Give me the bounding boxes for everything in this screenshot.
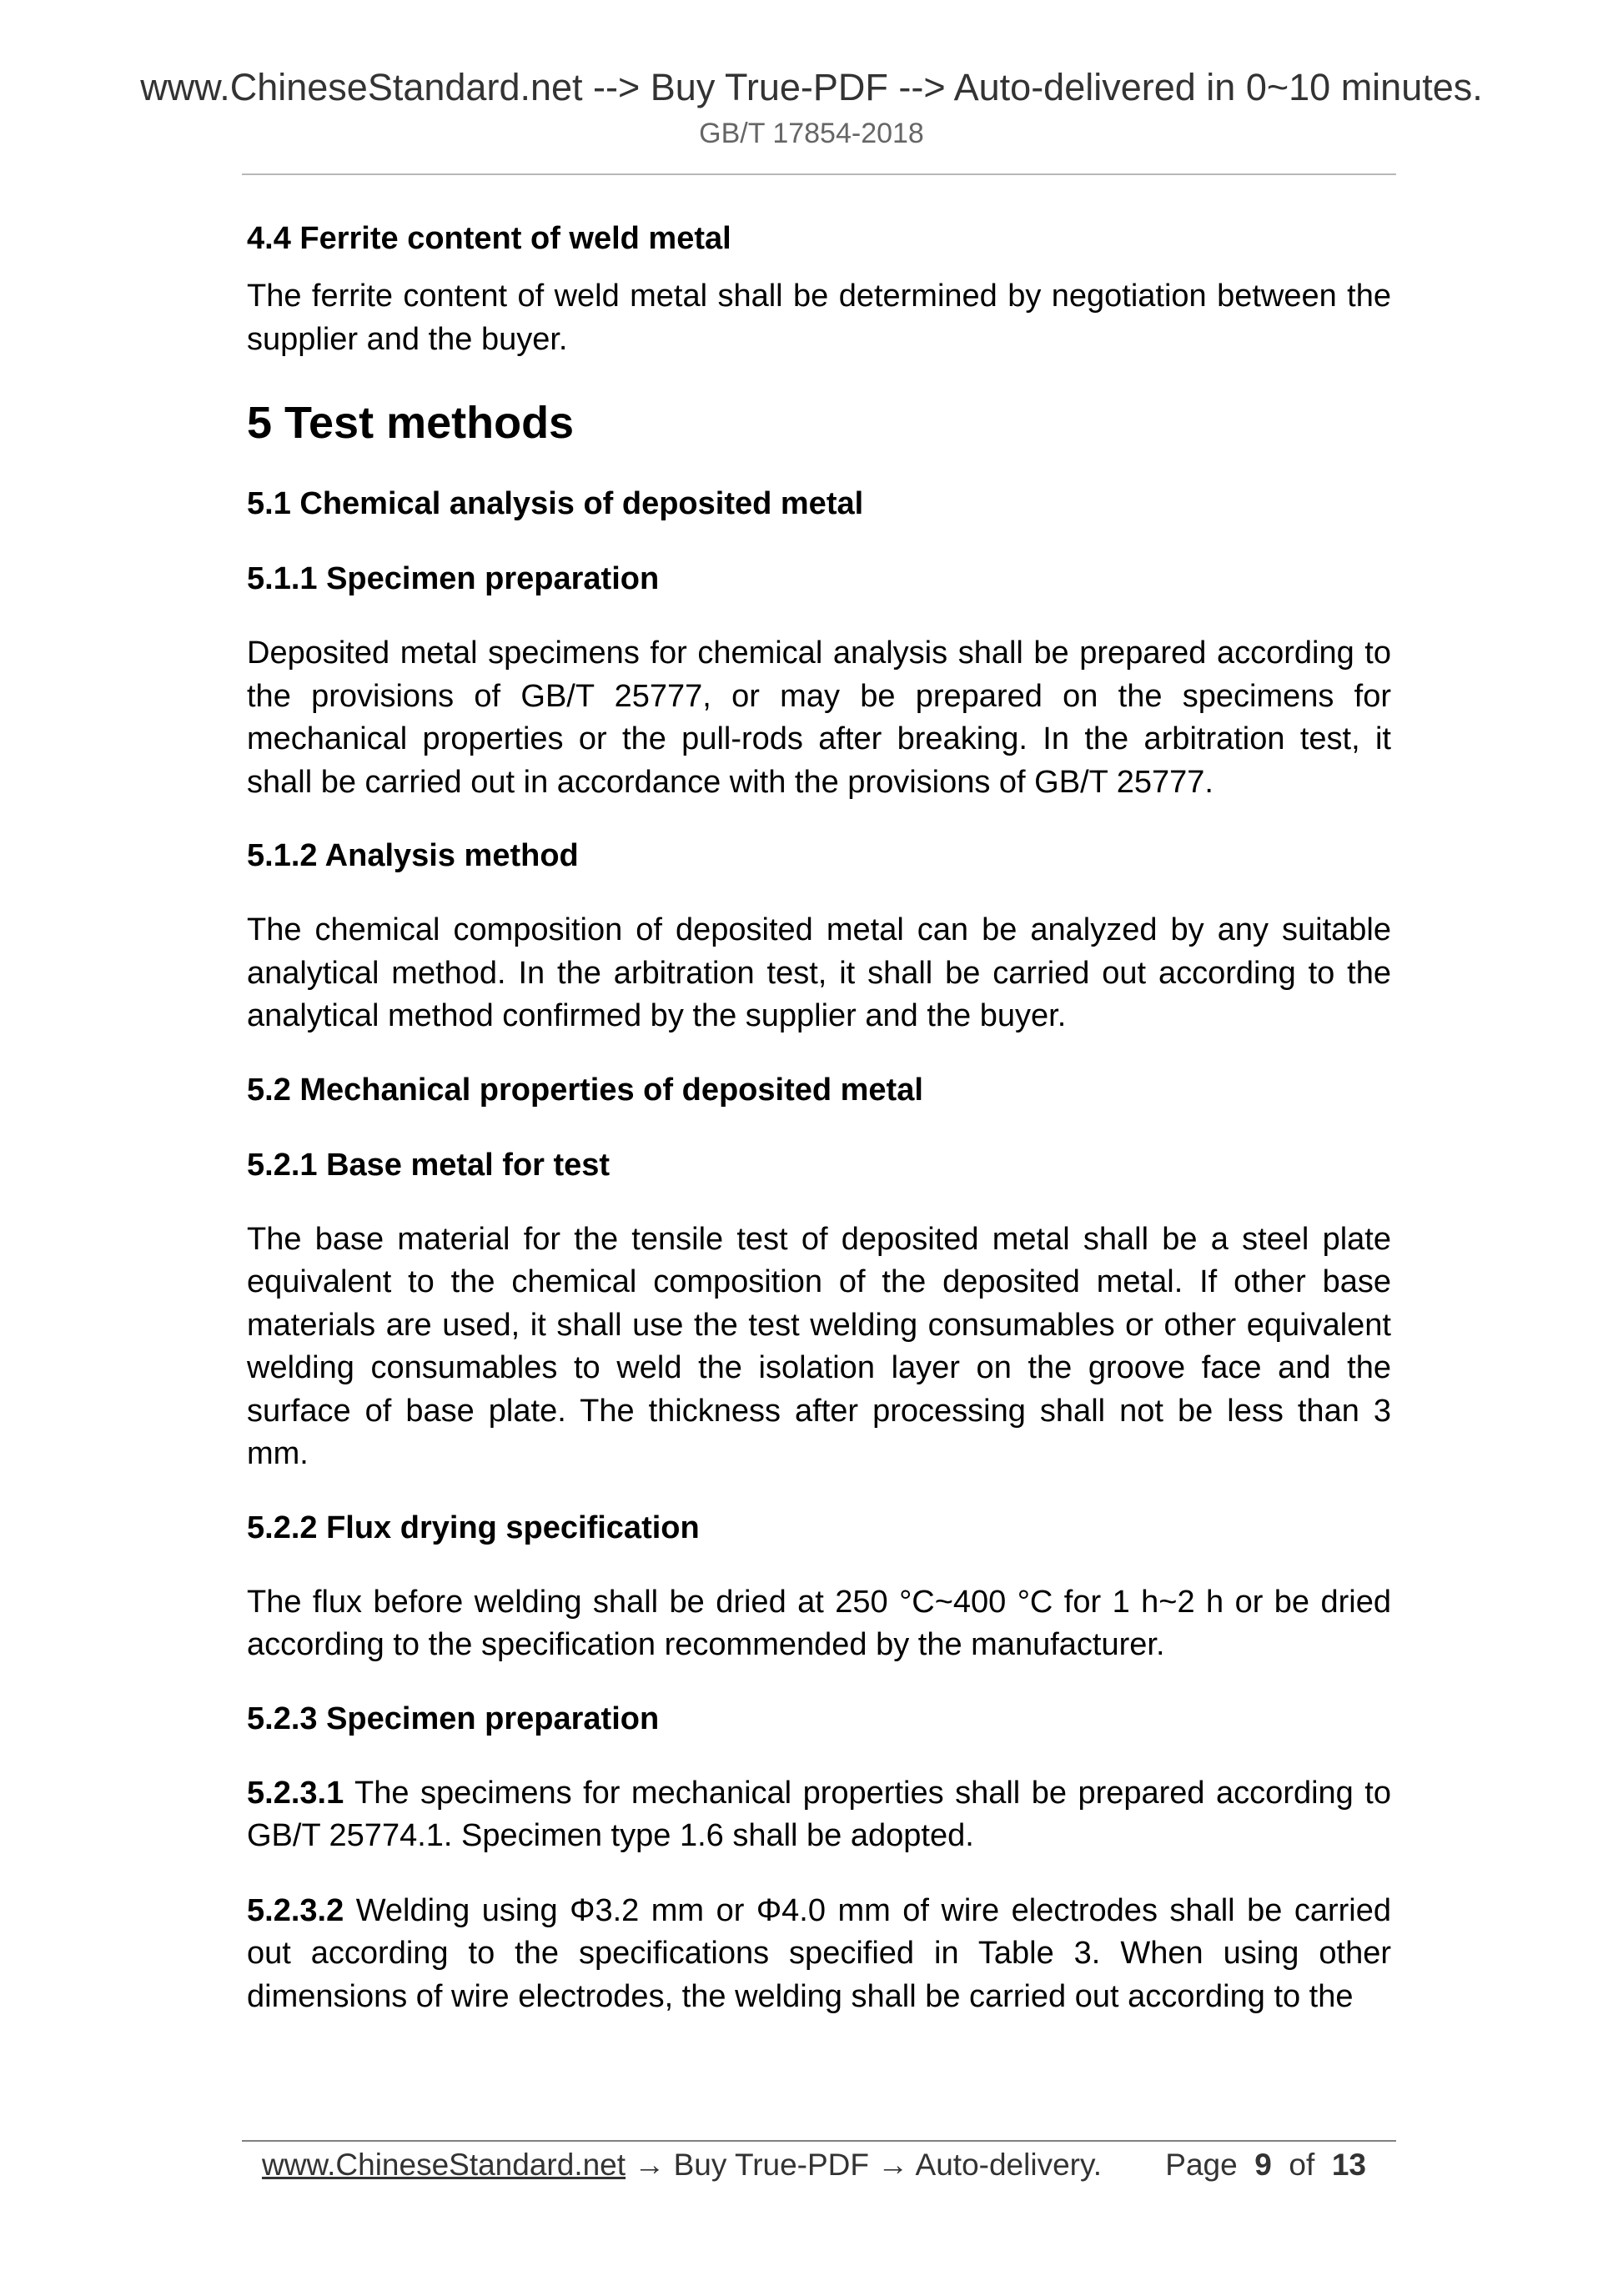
clause-text: Welding using Φ3.2 mm or Φ4.0 mm of wire electrodes shall be carried out according to the specifications specified in Table 3. When using other dimensions of wire electrodes, the welding shall be carried out according to the [247,1892,1391,2014]
footer-site-link[interactable]: www.ChineseStandard.net [262,2148,626,2182]
section-heading-5-1-2: 5.1.2 Analysis method [247,838,579,873]
top-banner: www.ChineseStandard.net --> Buy True-PDF --> Auto-delivered in 0~10 minutes. [140,66,1483,108]
page-footer [262,2142,1388,2188]
footer-left [262,2142,1102,2188]
clause-5-2-3-2 [247,1890,1391,2019]
clause-text: The specimens for mechanical properties shall be prepared according to GB/T 25774.1. Specimen type 1.6 shall be adopted. [247,1775,1391,1853]
clause-5-2-3-1 [247,1772,1391,1858]
clause-number: 5.2.3.1 [247,1775,344,1811]
arrow-right-icon: → [877,2148,909,2182]
section-heading-5-1-1: 5.1.1 Specimen preparation [247,561,660,596]
page-of-label: of [1289,2148,1315,2182]
page-indicator [1165,2142,1366,2188]
header-divider [242,173,1396,175]
section-heading-5-2-3: 5.2.3 Specimen preparation [247,1701,660,1736]
chapter-heading-5: 5 Test methods [247,398,575,448]
section-heading-5-1: 5.1 Chemical analysis of deposited metal [247,486,864,521]
section-body-5-2-1: The base material for the tensile test of deposited metal shall be a steel plate equivalent to the chemical composition of the deposited metal. If other base materials are used, it shall use the test welding consumables or other equivalent welding consumables to weld the isolation layer on the groove face and the surface of base plate. The thickness after processing shall not be less than 3 mm. [247,1221,1391,1471]
section-heading-4-4: 4.4 Ferrite content of weld metal [247,221,731,256]
section-body-5-1-2: The chemical composition of deposited metal can be analyzed by any suitable analytical method. In the arbitration test, it shall be carried out according to the analytical method confirmed by the supplier and the buyer. [247,912,1391,1033]
page-total: 13 [1331,2148,1366,2182]
section-body-5-2-2: The flux before welding shall be dried at 250 °C~400 °C for 1 h~2 h or be dried according to the specification recommended by the manufacturer. [247,1584,1391,1662]
section-heading-5-2-1: 5.2.1 Base metal for test [247,1147,611,1183]
footer-buy-label: Buy True-PDF [673,2148,870,2182]
document-body [247,219,1391,2018]
section-body-5-1-1: Deposited metal specimens for chemical analysis shall be prepared according to the provisions of GB/T 25777, or may be prepared on the specimens for mechanical properties or the pull-rods after breaking. In the arbitration test, it shall be carried out in accordance with the provisions of GB/T 25777. [247,636,1391,800]
page-current: 9 [1254,2148,1272,2182]
standard-code: GB/T 17854-2018 [699,118,924,149]
section-heading-5-2-2: 5.2.2 Flux drying specification [247,1510,700,1545]
arrow-right-icon: → [634,2148,666,2182]
section-body-4-4: The ferrite content of weld metal shall be determined by negotiation between the supplier and the buyer. [247,279,1391,357]
footer-delivery-label: Auto-delivery. [915,2148,1103,2182]
clause-number: 5.2.3.2 [247,1892,344,1928]
page-label: Page [1165,2148,1238,2182]
section-heading-5-2: 5.2 Mechanical properties of deposited metal [247,1072,923,1108]
